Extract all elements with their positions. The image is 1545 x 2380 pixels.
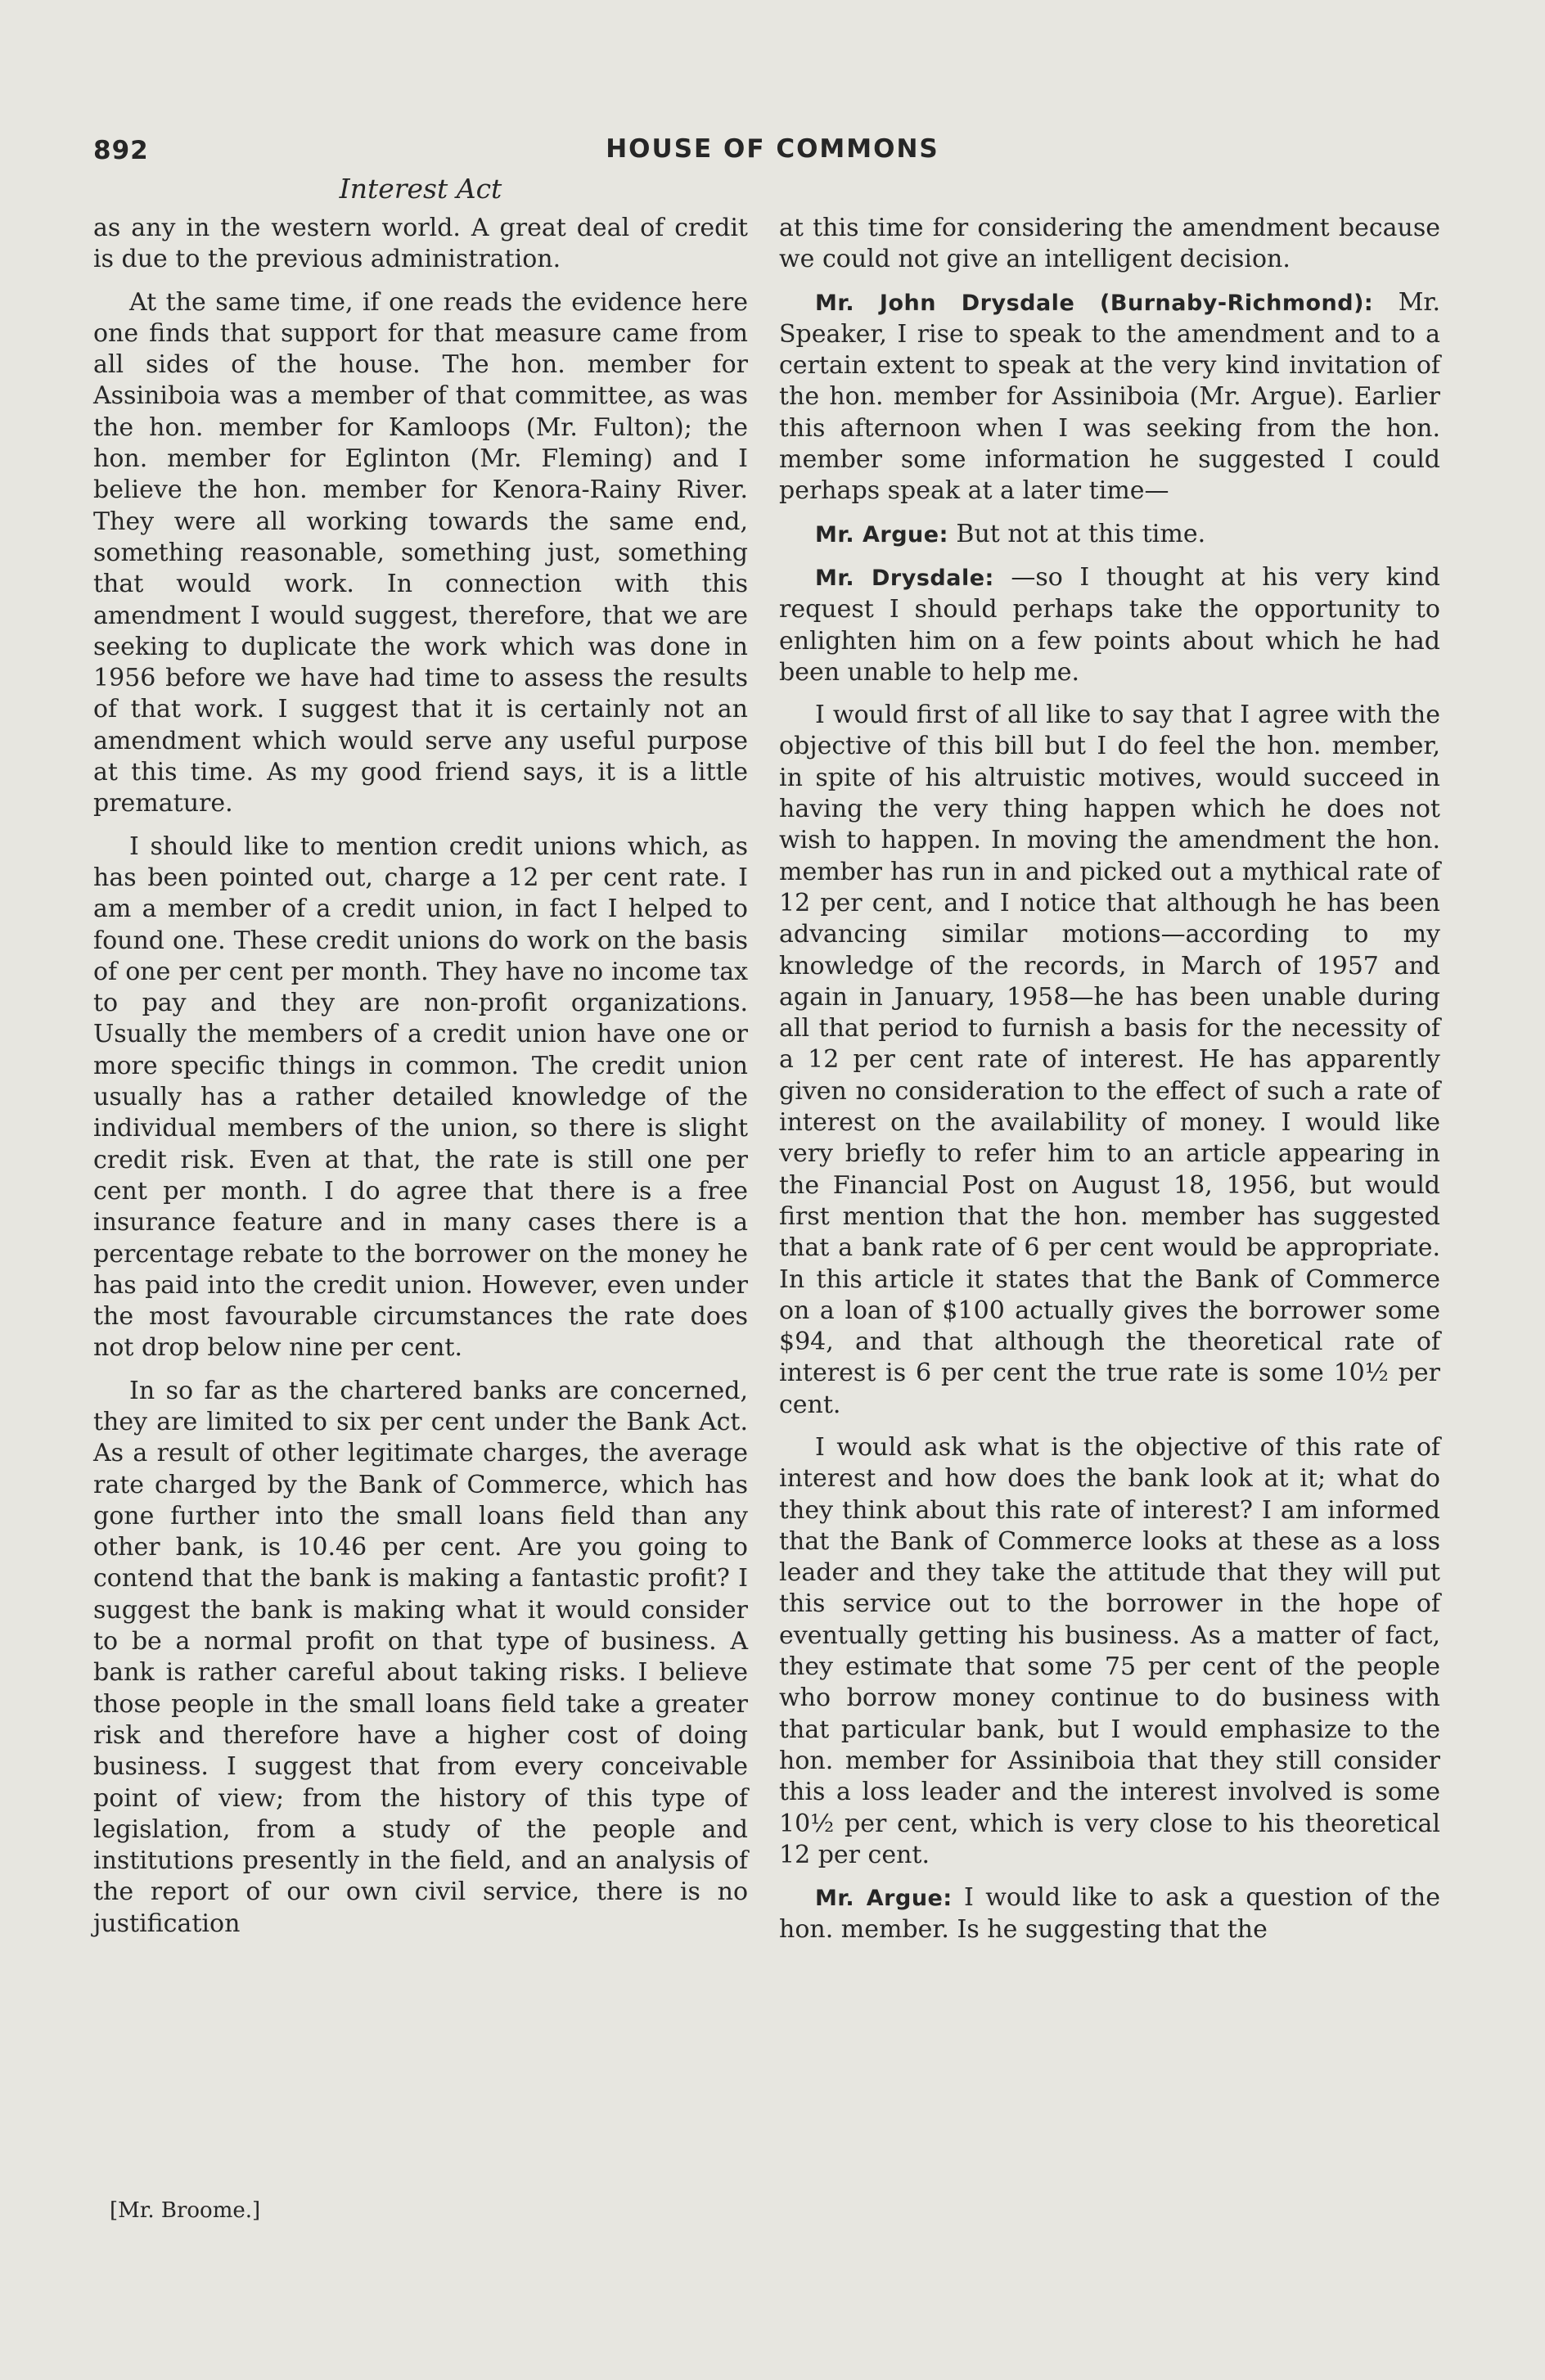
paragraph-text: —so I thought at his very kind request I should perhaps take the opportunity to enlighten him on a few points about which he had been unable to help me.	[779, 562, 1440, 687]
paragraph: as any in the western world. A great deal of credit is due to the previous administration.	[93, 214, 748, 274]
footer-speaker-note: [Mr. Broome.]	[110, 2198, 261, 2223]
speech-paragraph	[779, 1882, 1440, 1946]
page-number: 892	[93, 136, 149, 165]
speech-paragraph	[779, 519, 1440, 551]
paragraph-text: I would like to ask a question of the hon. member. Is he suggesting that the	[779, 1883, 1440, 1945]
paragraph-text: I would ask what is the objective of this rate of interest and how does the bank look at it; what do they think about this rate of interest? I am informed that the Bank of Commerce looks at these as a loss leader and they take the attitude that they will put this service out to the borrower in the hope of eventually getting his business. As a matter of fact, they estimate that some 75 per cent of the people who borrow money continue to do business with that particular bank, but I would emphasize to the hon. member for Assiniboia that they still consider this a loss leader and the interest involved is some 10½ per cent, which is very close to his theoretical 12 per cent.	[779, 1432, 1440, 1869]
paragraph	[779, 213, 1440, 276]
paragraph-text: at this time for considering the amendment because we could not give an intelligent decision.	[779, 214, 1440, 274]
paragraph: I should like to mention credit unions which, as has been pointed out, charge a 12 per cent rate. I am a member of a credit union, in fact I helped to found one. These credit unions do work on the basis of one per cent per month. They have no income tax to pay and they are non-profit organizations. Usually the members of a credit union have one or more specific things in common. The credit union usually has a rather detailed knowledge of the individual members of the union, so there is slight credit risk. Even at that, the rate is still one per cent per month. I do agree that there is a free insurance feature and in many cases there is a percentage rebate to the borrower on the money he has paid into the credit union. However, even under the most favourable circumstances the rate does not drop below nine per cent.	[93, 832, 748, 1363]
speech-paragraph	[779, 287, 1440, 507]
paragraph: In so far as the chartered banks are concerned, they are limited to six per cent under the Bank Act. As a result of other legitimate charges, the average rate charged by the Bank of Commerce, which has gone further into the small loans field than any other bank, is 10.46 per cent. Are you going to contend that the bank is making a fantastic profit? I suggest the bank is making what it would consider to be a normal profit on that type of business. A bank is rather careful about taking risks. I believe those people in the small loans field take a greater risk and therefore have a higher cost of doing business. I suggest that from every conceivable point of view; from the history of this type of legislation, from a study of the people and institutions presently in the field, and an analysis of the report of our own civil service, there is no justification	[93, 1376, 748, 1938]
speaker-name: Mr. John Drysdale (Burnaby-Richmond):	[815, 290, 1374, 316]
left-column	[93, 213, 748, 1951]
paragraph-text: I would first of all like to say that I agree with the objective of this bill but I do feel the hon. member, in spite of his altruistic motives, would succeed in having the very thing happen which he does not wish to happen. In moving the amendment the hon. member has run in and picked out a mythical rate of 12 per cent, and I notice that although he has been advancing similar motions—according to my knowledge of the records, in March of 1957 and again in January, 1958—he has been unable during all that period to furnish a basis for the necessity of a 12 per cent rate of interest. He has apparently given no consideration to the effect of such a rate of interest on the availability of money. I would like very briefly to refer him to an article appearing in the Financial Post on August 18, 1956, but would first mention that the hon. member has suggested that a bank rate of 6 per cent would be appropriate. In this article it states that the Bank of Commerce on a loan of $100 actually gives the borrower some $94, and that although the theoretical rate of interest is 6 per cent the true rate is some 10½ per cent.	[779, 701, 1440, 1419]
paragraph-text: But not at this time.	[956, 519, 1206, 548]
right-column	[779, 213, 1440, 1958]
speaker-name: Mr. Argue:	[815, 1886, 953, 1912]
speaker-name: Mr. Argue:	[815, 521, 948, 548]
paragraph-text: Mr. Speaker, I rise to speak to the amendment and to a certain extent to speak at the very kind invitation of the hon. member for Assiniboia (Mr. Argue). Earlier this afternoon when I was seeking from the hon. member some information he suggested I could perhaps speak at a later time—	[779, 287, 1440, 506]
paragraph: At the same time, if one reads the evidence here one finds that support for that measure came from all sides of the house. The hon. member for Assiniboia was a member of that committee, as was the hon. member for Kamloops (Mr. Fulton); the hon. member for Eglinton (Mr. Fleming) and I believe the hon. member for Kenora-Rainy River. They were all working towards the same end, something reasonable, something just, something that would work. In connection with this amendment I would suggest, therefore, that we are seeking to duplicate the work which was done in 1956 before we have had time to assess the results of that work. I suggest that it is certainly not an amendment which would serve any useful purpose at this time. As my good friend says, it is a little premature.	[93, 287, 748, 818]
speech-paragraph	[779, 562, 1440, 688]
paragraph	[779, 1432, 1440, 1871]
section-subhead: Interest Act	[339, 173, 502, 205]
speaker-name: Mr. Drysdale:	[815, 565, 994, 591]
paragraph	[779, 700, 1440, 1421]
running-head: HOUSE OF COMMONS	[606, 134, 939, 164]
